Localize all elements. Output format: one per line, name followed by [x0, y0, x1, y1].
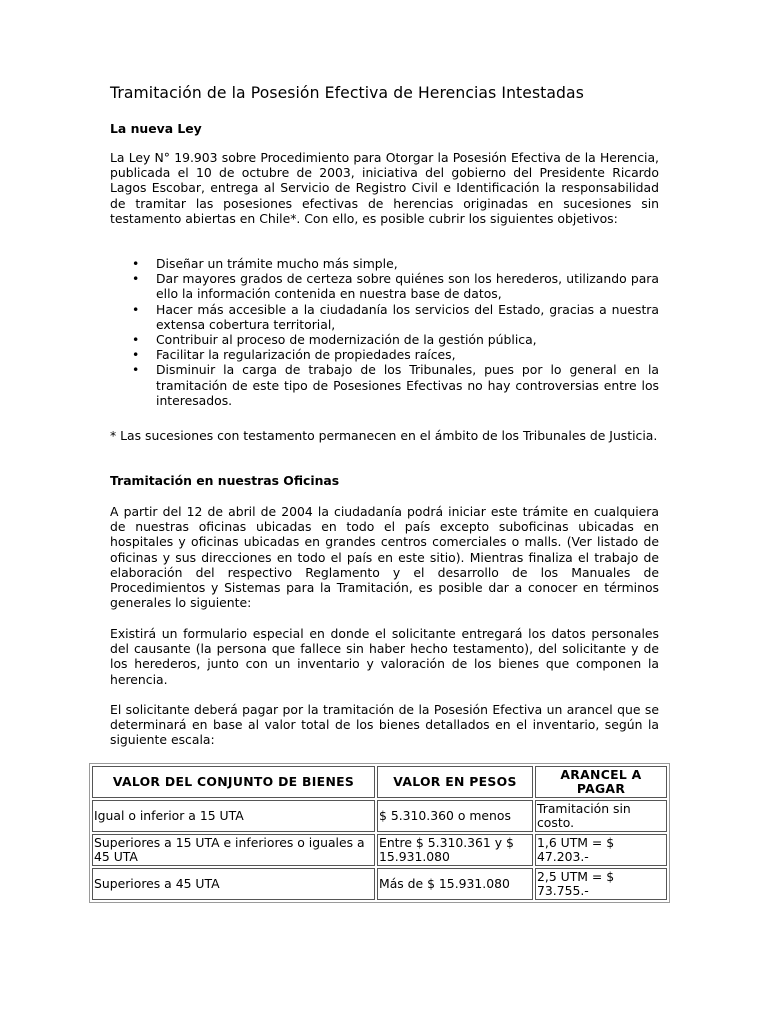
table-row: [92, 800, 667, 832]
list-item: • Disminuir la carga de trabajo de los Tribunales, pues por lo general en la tramitación de este tipo de Posesiones Efectivas no hay controversias entre los interesados.: [132, 362, 659, 408]
table-cell: $ 5.310.360 o menos: [377, 800, 533, 832]
list-item: • Facilitar la regularización de propiedades raíces,: [132, 347, 456, 363]
column-header: VALOR DEL CONJUNTO DE BIENES: [92, 766, 375, 798]
table-cell: Superiores a 15 UTA e inferiores o iguales a 45 UTA: [92, 834, 375, 866]
column-header: ARANCEL A PAGAR: [535, 766, 667, 798]
bullet-icon: •: [132, 347, 140, 363]
paragraph-formulario: Existirá un formulario especial en donde el solicitante entregará los datos personales del causante (la persona que fallece sin haber hecho testamento), del solicitante y de los herederos, junto con un inventario y valoración de los bienes que componen la herencia.: [110, 626, 659, 687]
bullet-icon: •: [132, 256, 140, 271]
section-heading-nueva-ley: La nueva Ley: [110, 121, 202, 136]
bullet-icon: •: [132, 362, 140, 378]
list-item: • Dar mayores grados de certeza sobre quiénes son los herederos, utilizando para ello la información contenida en nuestra base de datos,: [132, 271, 659, 302]
table-row: [92, 868, 667, 900]
table-cell: Tramitación sin costo.: [535, 800, 667, 832]
footnote: * Las sucesiones con testamento permanecen en el ámbito de los Tribunales de Justicia.: [110, 428, 658, 443]
fee-table: [89, 763, 670, 903]
list-item: • Hacer más accesible a la ciudadanía los servicios del Estado, gracias a nuestra extensa cobertura territorial,: [132, 301, 659, 332]
page-title: Tramitación de la Posesión Efectiva de Herencias Intestadas: [110, 84, 584, 102]
intro-paragraph: La Ley N° 19.903 sobre Procedimiento para Otorgar la Posesión Efectiva de la Herencia, publicada el 10 de octubre de 2003, iniciativa del gobierno del Presidente Ricardo Lagos Escobar, entrega al Servicio de Registro Civil e Identificación la responsabilidad de tramitar las posesiones efectivas de herencias originadas en sucesiones sin testamento abiertas en Chile*. Con ello, es posible cubrir los siguientes objetivos:: [110, 150, 659, 226]
column-header: VALOR EN PESOS: [377, 766, 533, 798]
table-cell: Igual o inferior a 15 UTA: [92, 800, 375, 832]
bullet-icon: •: [132, 271, 140, 287]
table-cell: 2,5 UTM = $ 73.755.-: [535, 868, 667, 900]
section-heading-oficinas: Tramitación en nuestras Oficinas: [110, 473, 340, 488]
table-cell: Entre $ 5.310.361 y $ 15.931.080: [377, 834, 533, 866]
objectives-list: [110, 256, 659, 408]
bullet-icon: •: [132, 332, 140, 348]
table-row: [92, 834, 667, 866]
bullet-icon: •: [132, 301, 140, 317]
paragraph-arancel: El solicitante deberá pagar por la tramitación de la Posesión Efectiva un arancel que se determinará en base al valor total de los bienes detallados en el inventario, según la siguiente escala:: [110, 702, 659, 748]
table-cell: Más de $ 15.931.080: [377, 868, 533, 900]
list-item: • Diseñar un trámite mucho más simple,: [132, 256, 398, 271]
table-header-row: [92, 766, 667, 798]
table-cell: 1,6 UTM = $ 47.203.-: [535, 834, 667, 866]
paragraph-oficinas: A partir del 12 de abril de 2004 la ciudadanía podrá iniciar este trámite en cualquiera de nuestras oficinas ubicadas en todo el país excepto suboficinas ubicadas en hospitales y oficinas ubicadas en grandes centros comerciales o malls. (Ver listado de oficinas y sus direcciones en todo el país en este sitio). Mientras finaliza el trabajo de elaboración del respectivo Reglamento y el desarrollo de los Manuales de Procedimientos y Sistemas para la Tramitación, es posible dar a conocer en términos generales lo siguiente:: [110, 504, 659, 611]
table-cell: Superiores a 45 UTA: [92, 868, 375, 900]
list-item: • Contribuir al proceso de modernización de la gestión pública,: [132, 332, 537, 348]
